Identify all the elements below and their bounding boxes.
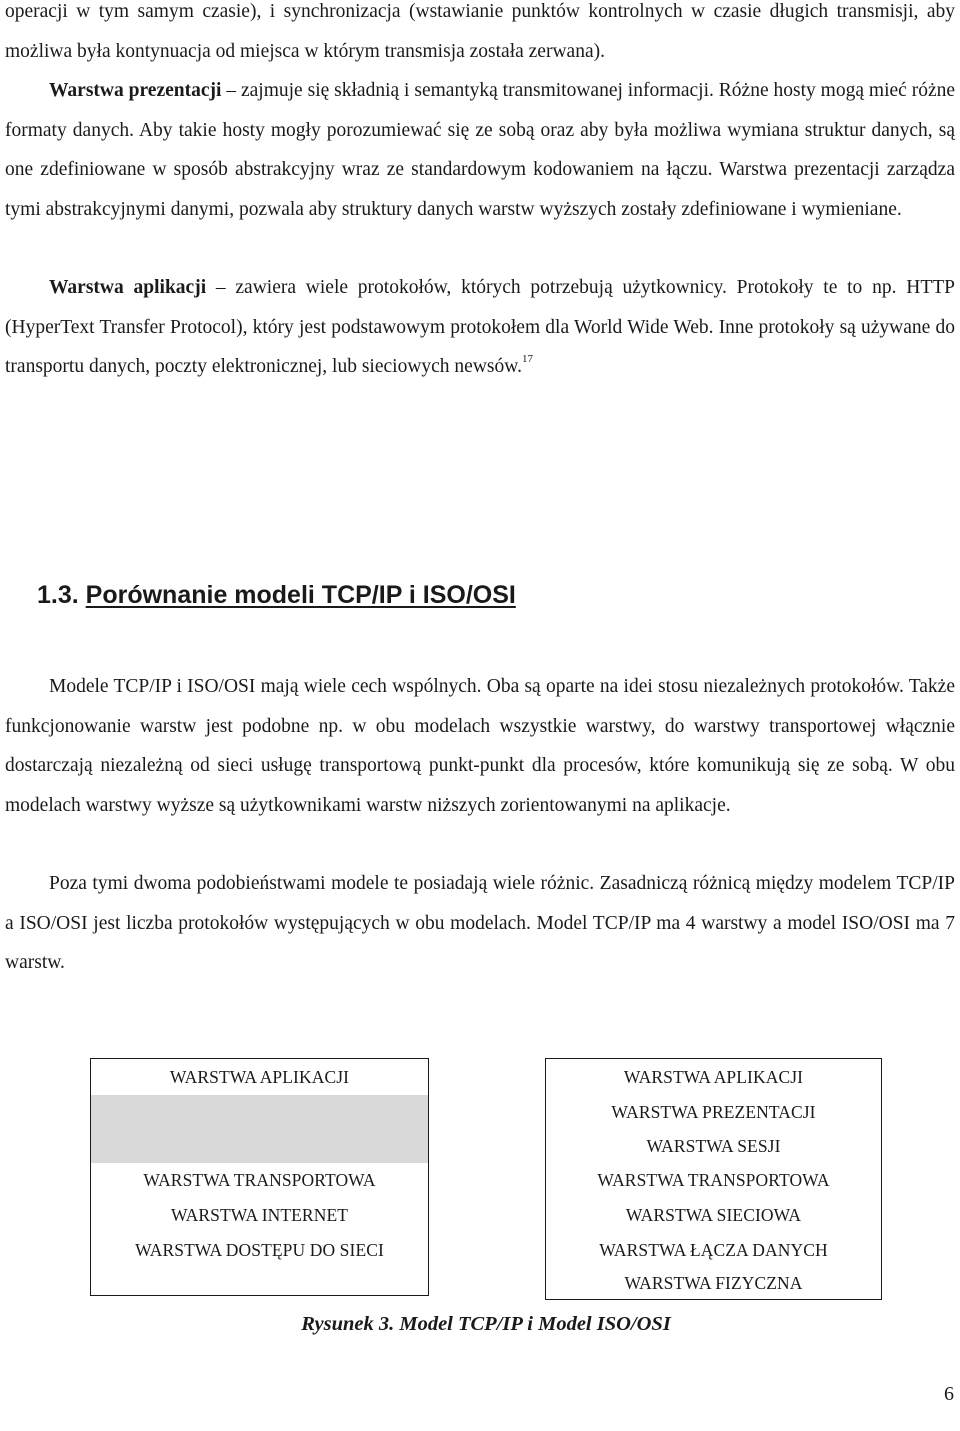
paragraph-differences	[5, 864, 955, 983]
paragraph-similarities	[5, 667, 955, 825]
paragraph-text: – zawiera wiele protokołów, których potrzebują użytkownicy. Protokoły te to np. HTTP (HyperText Transfer Protocol), który jest podstawowym protokołem dla World Wide Web. Inne protokoły są używane do transportu danych, poczty elektronicznej, lub sieciowych newsów.	[5, 277, 955, 377]
paragraph-text: operacji w tym samym czasie), i synchronizacja (wstawianie punktów kontrolnych w czasie długich transmisji, aby możliwa była kontynuacja od miejsca w którym transmisja została zerwana).	[5, 1, 955, 62]
osi-layer-application: WARSTWA APLIKACJI	[623, 1066, 804, 1087]
osi-layer-data-link: WARSTWA ŁĄCZA DANYCH	[599, 1239, 828, 1260]
figure-caption: Rysunek 3. Model TCP/IP i Model ISO/OSI	[301, 1313, 671, 1335]
footnote-marker: 17	[521, 353, 533, 365]
tcpip-model-diagram	[90, 1058, 429, 1296]
osi-model-diagram	[545, 1058, 882, 1300]
section-heading	[37, 581, 516, 610]
tcpip-layer-transport: WARSTWA TRANSPORTOWA	[143, 1170, 376, 1190]
osi-layer-transport: WARSTWA TRANSPORTOWA	[597, 1170, 830, 1190]
tcpip-layer-internet: WARSTWA INTERNET	[170, 1205, 349, 1225]
page-number: 6	[944, 1383, 954, 1405]
tcpip-layer-empty	[91, 1129, 428, 1163]
paragraph-presentation-layer	[5, 71, 955, 229]
osi-layer-network: WARSTWA SIECIOWA	[625, 1205, 802, 1225]
tcpip-layer-application: WARSTWA APLIKACJI	[169, 1066, 350, 1087]
paragraph-application-layer	[5, 268, 955, 387]
application-layer-term: Warstwa aplikacji	[49, 277, 207, 298]
tcpip-layer-empty	[91, 1095, 428, 1129]
paragraph-session-layer-end	[5, 0, 955, 71]
presentation-layer-term: Warstwa prezentacji	[49, 80, 222, 101]
osi-layer-physical: WARSTWA FIZYCZNA	[624, 1272, 803, 1293]
tcpip-layer-network-access: WARSTWA DOSTĘPU DO SIECI	[135, 1239, 384, 1260]
osi-layer-presentation: WARSTWA PREZENTACJI	[611, 1101, 816, 1122]
section-number: 1.3.	[37, 581, 79, 609]
section-title: Porównanie modeli TCP/IP i ISO/OSI	[85, 581, 516, 609]
osi-layer-session: WARSTWA SESJI	[646, 1135, 781, 1156]
paragraph-text: Modele TCP/IP i ISO/OSI mają wiele cech wspólnych. Oba są oparte na idei stosu niezależnych protokołów. Także funkcjonowanie warstw jest podobne np. w obu modelach wszystkie warstwy, do warstwy transportowej włącznie dostarczają niezależną od sieci usługę transportową punkt-punkt dla procesów, które komunikują się ze sobą. W obu modelach warstwy wyższe są użytkownikami warstw niższych zorientowanymi na aplikacje.	[5, 676, 955, 816]
paragraph-text: Poza tymi dwoma podobieństwami modele te posiadają wiele różnic. Zasadniczą różnicą między modelem TCP/IP a ISO/OSI jest liczba protokołów występujących w obu modelach. Model TCP/IP ma 4 warstwy a model ISO/OSI ma 7 warstw.	[5, 873, 955, 973]
paragraph-text: – zajmuje się składnią i semantyką transmitowanej informacji. Różne hosty mogą mieć różne formaty danych. Aby takie hosty mogły porozumiewać się ze sobą oraz aby była możliwa wymiana struktur danych, są one zdefiniowane w sposób abstrakcyjny wraz ze standardowym kodowaniem na łączu. Warstwa prezentacji zarządza tymi abstrakcyjnymi danymi, pozwala aby struktury danych warstw wyższych zostały zdefiniowane i wymieniane.	[5, 80, 956, 220]
